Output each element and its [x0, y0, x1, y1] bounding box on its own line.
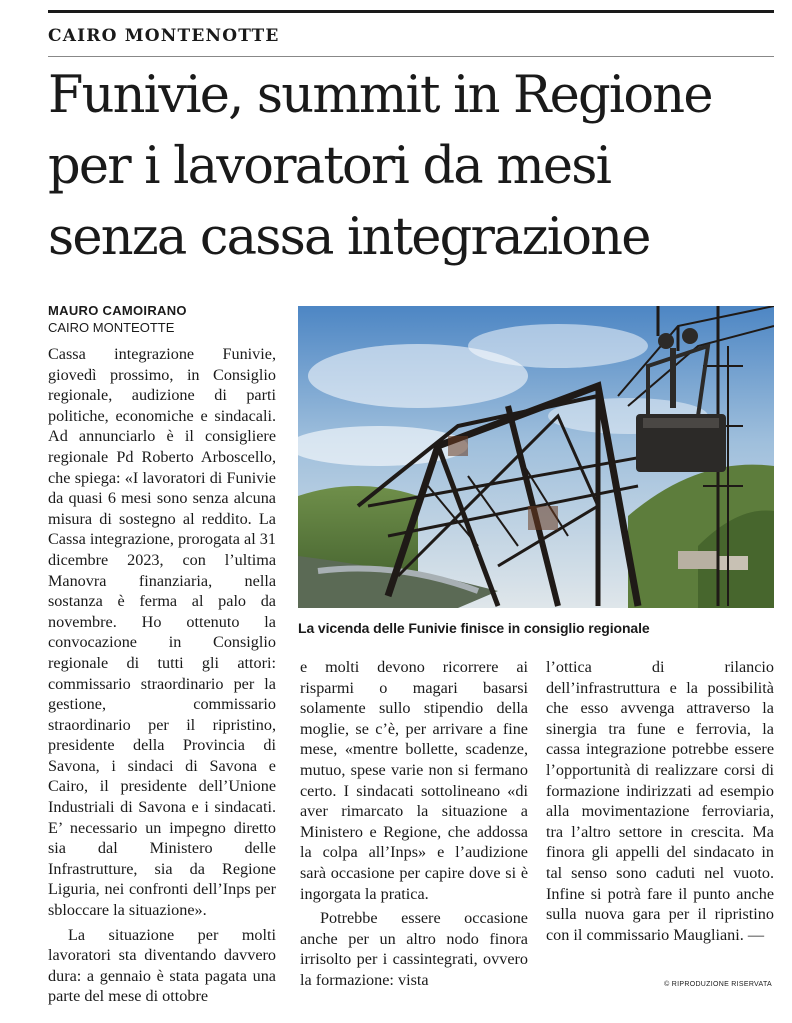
author: MAURO CAMOIRANO: [48, 303, 187, 318]
article-column-1: [48, 344, 276, 1007]
headline-line: Funivie, summit in Regione: [48, 66, 712, 125]
cable-car-station-photo: [298, 306, 774, 608]
paragraph: Cassa integrazione Funivie, giovedì prossimo, in Consiglio regionale, audizione di parti politiche, economiche e sindacali. Ad annunciarlo è il consigliere regionale Pd Roberto Arboscello, che spiega: «I lavoratori di Funivie da quasi 6 mesi sono senza alcuna misura di sostegno al reddito. La Cassa integrazione, prorogata al 31 dicembre 2023, con l’ultima Manovra finanziaria, nella sostanza è ferma al palo da novembre. Ho ottenuto la convocazione in Consiglio regionale di tutti gli attori: commissario straordinario per la gestione, commissario straordinario per il ripristino, presidente della Provincia di Savona, i sindaci di Savona e Cairo, il presidente dell’Unione Industriali di Savona e i sindacati. E’ necessario un impegno diretto sia dal Ministero delle Infrastrutture, sia da Regione Liguria, nei confronti dell’Inps per sbloccare la situazione».: [48, 345, 276, 920]
headline: [48, 60, 778, 273]
paragraph: La situazione per molti lavoratori sta diventando davvero dura: a gennaio è stata pagata una parte del mese di ottobre: [48, 925, 276, 1006]
kicker-divider: [48, 56, 774, 57]
byline: [48, 303, 187, 335]
photo-caption: La vicenda delle Funivie finisce in consiglio regionale: [298, 620, 650, 636]
headline-line: senza cassa integrazione: [48, 208, 650, 267]
article-column-3: [546, 657, 774, 945]
headline-line: per i lavoratori da mesi: [48, 137, 611, 196]
article-column-2: [300, 657, 528, 991]
top-rule: [48, 10, 774, 13]
paragraph: Potrebbe essere occasione anche per un altro nodo finora irrisolto per i cassintegrati, ovvero la formazione: vista: [300, 909, 528, 989]
section-kicker: CAIRO MONTENOTTE: [48, 26, 280, 46]
paragraph: e molti devono ricorrere ai risparmi o magari basarsi solamente sullo stipendio della moglie, se c’è, per arrivare a fine mese, «mentre bollette, scadenze, mutuo, spese varie non si fermano certo. I sindacati sottolineano «di aver rimarcato la situazione a Ministero e Regione, che addossa la colpa all’Inps» e l’audizione sarà occasione per capire dove si è ingorgata la pratica.: [300, 658, 528, 903]
dateline-place: CAIRO MONTEOTTE: [48, 320, 175, 335]
paragraph: l’ottica di rilancio dell’infrastruttura e la possibilità che esso avvenga attraverso la sinergia tra fune e ferrovia, la cassa integrazione potrebbe essere l’opportunità di realizzare corsi di formazione indirizzati ad esempio alla movimentazione ferroviaria, tra l’altro settore in crescita. Ma finora gli appelli del sindacato in tal senso sono caduti nel vuoto. Infine si potrà fare il punto anche sulla nuova gara per il ripristino con il commissario Maugliani. —: [546, 658, 774, 944]
copyright-note: © RIPRODUZIONE RISERVATA: [664, 981, 772, 988]
article-photo: [298, 306, 774, 608]
